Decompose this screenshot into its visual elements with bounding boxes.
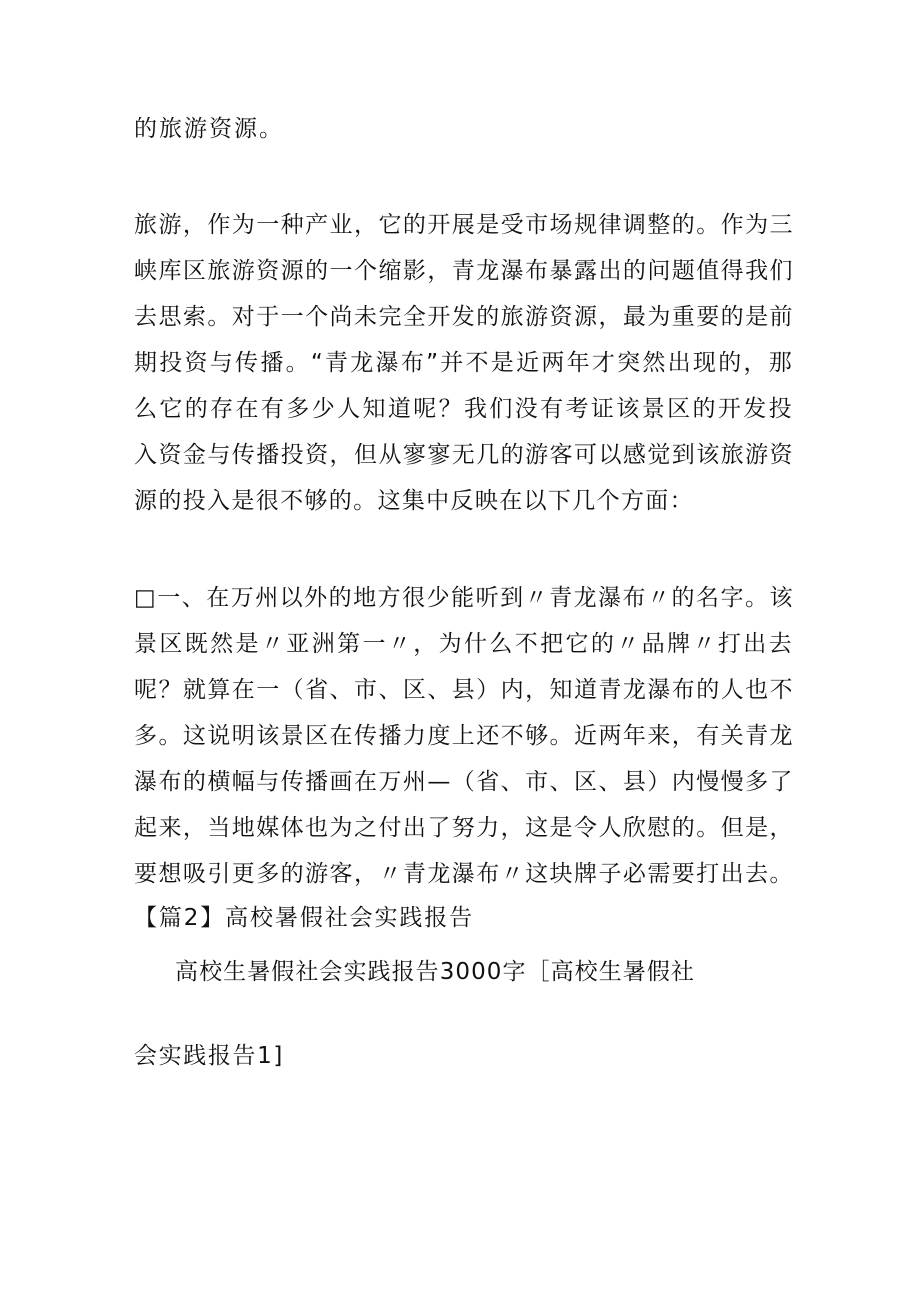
- paragraph-line: 要想吸引更多的游客，〃青龙瀑布〃这块牌子必需要打出去。: [134, 861, 794, 887]
- paragraph-line: 呢？就算在一（省、市、区、县）内，知道青龙瀑布的人也不: [134, 677, 794, 703]
- paragraph-line: 去思索。对于一个尚未完全开发的旅游资源，最为重要的是前: [134, 304, 794, 330]
- subtitle-line: 高校生暑假社会实践报告3000字［高校生暑假社: [175, 959, 695, 985]
- paragraph-line: 入资金与传播投资，但从寥寥无几的游客可以感觉到该旅游资: [134, 442, 794, 468]
- paragraph-line: 么它的存在有多少人知道呢？我们没有考证该景区的开发投: [134, 396, 794, 422]
- paragraph-line: 源的投入是很不够的。这集中反映在以下几个方面：: [134, 488, 694, 514]
- paragraph-line: 旅游，作为一种产业，它的开展是受市场规律调整的。作为三: [134, 212, 794, 238]
- paragraph-line: 起来，当地媒体也为之付出了努力，这是令人欣慰的。但是，: [134, 815, 794, 841]
- section-heading: 【篇2】高校暑假社会实践报告: [134, 905, 474, 931]
- paragraph-line: 峡库区旅游资源的一个缩影，青龙瀑布暴露出的问题值得我们: [134, 258, 794, 284]
- paragraph-line: 的旅游资源。: [134, 116, 284, 142]
- paragraph-line: 多。这说明该景区在传播力度上还不够。近两年来，有关青龙: [134, 723, 794, 749]
- paragraph-line: 景区既然是〃亚洲第一〃，为什么不把它的〃品牌〃打出去: [134, 631, 794, 657]
- paragraph-line: 瀑布的横幅与传播画在万州—（省、市、区、县）内慢慢多了: [134, 769, 794, 795]
- subtitle-line: 会实践报告1]: [134, 1043, 284, 1069]
- paragraph-line: 期投资与传播。“青龙瀑布”并不是近两年才突然出现的，那: [134, 350, 794, 376]
- paragraph-line: □一、在万州以外的地方很少能听到〃青龙瀑布〃的名字。该: [134, 585, 794, 611]
